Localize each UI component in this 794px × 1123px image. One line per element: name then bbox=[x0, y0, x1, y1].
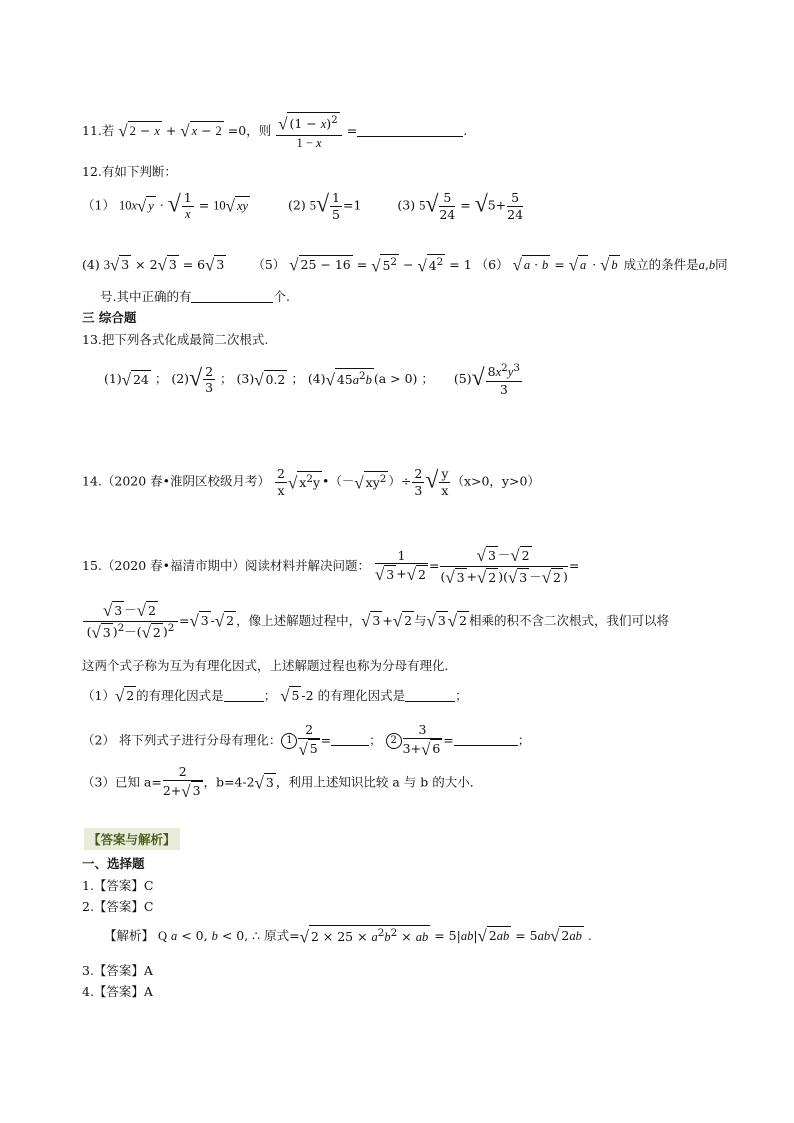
q12-line3: 号.其中正确的有 个. bbox=[100, 289, 290, 304]
q15-s1-blank1[interactable] bbox=[224, 701, 264, 702]
q12-line2: (4) 3√ 3 × 2√ 3 = 6√ 3 （5） √ 25 − 16 = √ $5^2$ − √ $4^2 = 1$ （6） √ a · b = √ a · √ b 成立的条件是a,b同 bbox=[82, 255, 728, 276]
answers-section-1: 一、选择题 bbox=[82, 856, 145, 871]
q12-stem: 12.有如下判断： bbox=[82, 164, 177, 179]
answer-3: 3.【答案】A bbox=[82, 963, 153, 978]
q15-line2: $\frac{√ 3 -√ 2}{(√ 3 )^2-(√ 2 )^2}$ =√ 3 -√ 2 ，像上述解题过程中，√ 3 +√ 2 与√ 3 √ 2 相乘的积不含二次根式，我们可以将 bbox=[82, 600, 669, 643]
q13-items: (1)√ 24 ； (2)√ $\frac{2}{3}$ ； (3)√ 0.2 ； (4)√ $45a^2b$ (a > 0) ； (5)√ $\frac{8x^2y^3}{3}$ bbox=[104, 362, 520, 397]
q15-s2-blank1[interactable] bbox=[331, 745, 369, 746]
answer-2-analysis: 【解析】 Q a < 0, b < 0, ∴ 原式=√ $2 \times 25 \times a^2b^2$ × ab = 5|ab|√ 2ab = 5ab√ 2ab . bbox=[104, 926, 592, 947]
q14-line: 14.（2020 春•淮阴区校级月考） $\frac{2}{x}$ √ $x^2y$ •（－√ $xy^2$ ）÷ $\frac{2}{3}$ √ $\frac{y}{x}$ （x>0，y>0） bbox=[82, 466, 540, 498]
q13-stem: 13.把下列各式化成最简二次根式. bbox=[82, 332, 269, 347]
q11-eq-zero: =0，则 bbox=[227, 123, 272, 139]
answer-1: 1.【答案】C bbox=[82, 878, 154, 893]
q11-blank[interactable] bbox=[357, 136, 463, 137]
answers-heading: 【答案与解析】 bbox=[84, 828, 180, 850]
answer-4: 4.【答案】A bbox=[82, 984, 153, 999]
answer-2: 2.【答案】C bbox=[82, 899, 154, 914]
q15-s1-blank2[interactable] bbox=[405, 701, 455, 702]
q15-line3: 这两个式子称为互为有理化因式，上述解题过程也称为分母有理化． bbox=[82, 658, 458, 673]
q12-blank[interactable] bbox=[191, 302, 273, 303]
q12-line1: （1） 10x√ y · √ $\frac{1}{x}$ = 10√ xy (2) 5√ $\frac{1}{5}$ =1 (3) 5√ $\frac{5}{24}$ = √5+ $\frac{5}{24}$ bbox=[82, 190, 524, 222]
q15-line1: 15.（2020 春•福清市期中）阅读材料并解决问题： $\frac{1}{√ 3 +√ 2}$ = $\frac{√ 3 -√ 2}{(√ 3 +√ 2 )(√ 3 -√ 2 )}$ = bbox=[82, 546, 580, 588]
q15-s2-blank2[interactable] bbox=[454, 745, 518, 746]
q15-sub1: （1）√ 2 的有理化因式是 ； √ 5 -2 的有理化因式是 ； bbox=[82, 686, 468, 706]
q11-prefix: 11.若 bbox=[82, 123, 115, 139]
section-3-title: 三 综合题 bbox=[82, 310, 137, 325]
q15-sub3: （3）已知 a= $\frac{2}{2+√ 3}$ ，b=4-2√ 3 ，利用上述知识比较 a 与 b 的大小． bbox=[82, 764, 483, 801]
q11-line: 11.若 √ 2 − x + √ x − 2 =0，则 $\frac{√ (1 - x)^2}{1 - x}$ = . bbox=[82, 114, 468, 150]
q15-sub2: （2） 将下列式子进行分母有理化： 1 $\frac{2}{√ 5}$ = ； 2 $\frac{3}{3+√ 6}$ = ； bbox=[82, 722, 531, 759]
